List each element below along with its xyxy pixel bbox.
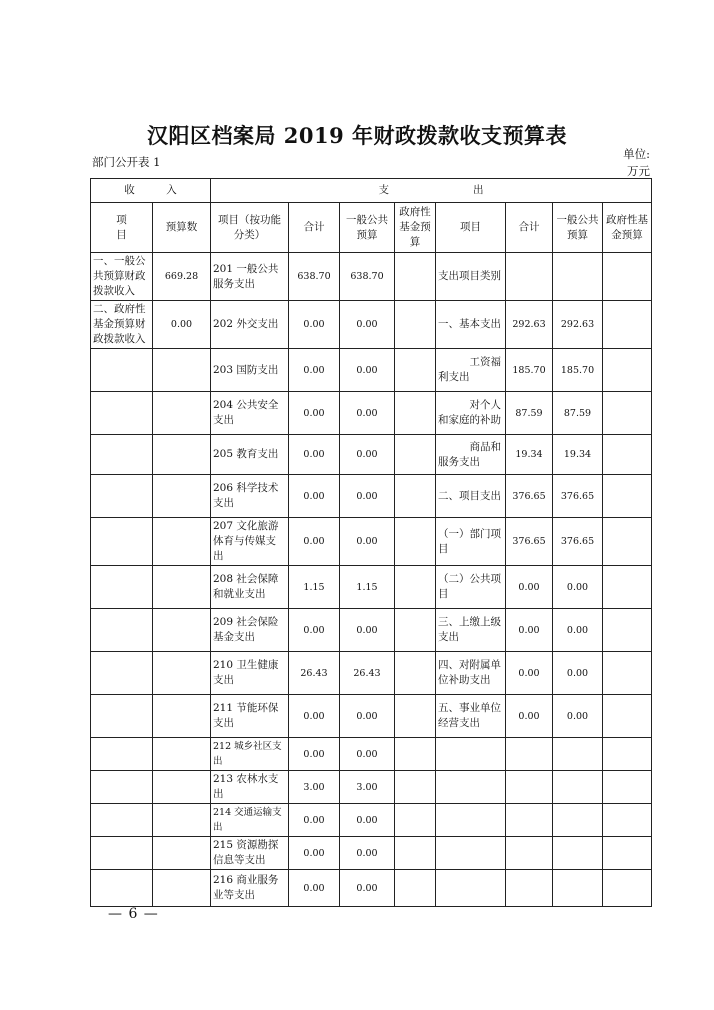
fund-cell <box>395 652 436 695</box>
income-item-cell <box>91 738 153 771</box>
unit-label-line1: 单位: <box>623 147 650 161</box>
income-item-cell <box>91 435 153 475</box>
fund-cell <box>395 253 436 301</box>
income-value-cell: 0.00 <box>153 301 211 349</box>
income-value-cell <box>153 435 211 475</box>
total-cell: 0.00 <box>289 435 340 475</box>
income-item-cell <box>91 804 153 837</box>
income-item-cell <box>91 518 153 566</box>
income-item-cell <box>91 870 153 907</box>
general-cell: 0.00 <box>340 392 395 435</box>
expense-item-cell: 工资福利支出 <box>436 349 506 392</box>
table-row <box>91 435 652 475</box>
expense-general-cell: 376.65 <box>553 518 603 566</box>
income-value-cell <box>153 771 211 804</box>
general-cell: 0.00 <box>340 349 395 392</box>
income-value-cell <box>153 695 211 738</box>
general-cell: 0.00 <box>340 435 395 475</box>
income-value-cell <box>153 518 211 566</box>
expense-total-cell <box>506 837 553 870</box>
func-item-cell: 214 交通运输支出 <box>211 804 289 837</box>
income-item-cell <box>91 349 153 392</box>
expense-total-cell <box>506 804 553 837</box>
expense-fund-cell <box>603 771 652 804</box>
income-value-cell <box>153 738 211 771</box>
income-value-cell <box>153 804 211 837</box>
expense-item-cell <box>436 870 506 907</box>
total-cell: 0.00 <box>289 837 340 870</box>
income-value-cell <box>153 609 211 652</box>
income-item-cell <box>91 652 153 695</box>
func-item-cell: 207 文化旅游体育与传媒支出 <box>211 518 289 566</box>
expense-fund-cell <box>603 804 652 837</box>
col-total-header: 合计 <box>289 203 340 253</box>
expense-total-cell: 376.65 <box>506 475 553 518</box>
general-cell: 26.43 <box>340 652 395 695</box>
total-cell: 1.15 <box>289 566 340 609</box>
expense-item-cell: 五、事业单位经营支出 <box>436 695 506 738</box>
expense-total-cell: 19.34 <box>506 435 553 475</box>
expense-fund-cell <box>603 837 652 870</box>
general-cell: 0.00 <box>340 870 395 907</box>
col-item-header: 项 目 <box>91 203 153 253</box>
func-item-cell: 203 国防支出 <box>211 349 289 392</box>
income-item-cell <box>91 609 153 652</box>
general-cell: 0.00 <box>340 301 395 349</box>
table-row <box>91 652 652 695</box>
table-row <box>91 253 652 301</box>
func-item-cell: 204 公共安全支出 <box>211 392 289 435</box>
col-fund2-header: 政府性基金预算 <box>603 203 652 253</box>
total-cell: 0.00 <box>289 518 340 566</box>
page-number: — 6 — <box>108 906 159 922</box>
table-row <box>91 609 652 652</box>
expense-fund-cell <box>603 518 652 566</box>
general-cell: 0.00 <box>340 837 395 870</box>
expense-total-cell <box>506 771 553 804</box>
general-cell: 638.70 <box>340 253 395 301</box>
expense-total-cell: 0.00 <box>506 695 553 738</box>
col-general-header: 一般公共预算 <box>340 203 395 253</box>
col-fund-header: 政府性基金预算 <box>395 203 436 253</box>
expense-item-cell: 四、对附属单位补助支出 <box>436 652 506 695</box>
income-item-cell <box>91 475 153 518</box>
income-value-cell <box>153 837 211 870</box>
header-row-1 <box>91 179 652 203</box>
func-item-cell: 216 商业服务业等支出 <box>211 870 289 907</box>
fund-cell <box>395 771 436 804</box>
income-item-cell <box>91 566 153 609</box>
expense-general-cell: 87.59 <box>553 392 603 435</box>
func-item-cell: 208 社会保障和就业支出 <box>211 566 289 609</box>
total-cell: 0.00 <box>289 475 340 518</box>
income-item-cell: 一、一般公共预算财政拨款收入 <box>91 253 153 301</box>
general-cell: 0.00 <box>340 475 395 518</box>
expense-fund-cell <box>603 301 652 349</box>
total-cell: 0.00 <box>289 804 340 837</box>
expense-item-cell: （二）公共项目 <box>436 566 506 609</box>
fund-cell <box>395 349 436 392</box>
table-row <box>91 804 652 837</box>
func-item-cell: 215 资源勘探信息等支出 <box>211 837 289 870</box>
expense-item-cell <box>436 738 506 771</box>
expense-item-cell: 支出项目类别 <box>436 253 506 301</box>
expense-fund-cell <box>603 695 652 738</box>
income-value-cell <box>153 392 211 435</box>
table-label: 部门公开表 1 <box>92 155 161 169</box>
expense-fund-cell <box>603 566 652 609</box>
expense-general-cell: 376.65 <box>553 475 603 518</box>
table-row <box>91 301 652 349</box>
func-item-cell: 202 外交支出 <box>211 301 289 349</box>
total-cell: 0.00 <box>289 301 340 349</box>
expense-general-cell <box>553 771 603 804</box>
expense-fund-cell <box>603 349 652 392</box>
fund-cell <box>395 609 436 652</box>
income-item-cell: 二、政府性基金预算财政拨款收入 <box>91 301 153 349</box>
expense-header: 支 出 <box>211 179 652 203</box>
income-value-cell <box>153 349 211 392</box>
fund-cell <box>395 475 436 518</box>
income-value-cell <box>153 566 211 609</box>
expense-total-cell <box>506 738 553 771</box>
table-row <box>91 870 652 907</box>
expense-item-cell <box>436 804 506 837</box>
expense-item-cell: 商品和服务支出 <box>436 435 506 475</box>
fund-cell <box>395 837 436 870</box>
col-general2-header: 一般公共预算 <box>553 203 603 253</box>
func-item-cell: 205 教育支出 <box>211 435 289 475</box>
table-body <box>91 253 652 907</box>
total-cell: 0.00 <box>289 349 340 392</box>
general-cell: 1.15 <box>340 566 395 609</box>
expense-fund-cell <box>603 392 652 435</box>
income-header: 收 入 <box>91 179 211 203</box>
expense-general-cell: 185.70 <box>553 349 603 392</box>
general-cell: 0.00 <box>340 609 395 652</box>
table-row <box>91 475 652 518</box>
table-row <box>91 771 652 804</box>
total-cell: 0.00 <box>289 695 340 738</box>
general-cell: 0.00 <box>340 695 395 738</box>
func-item-cell: 210 卫生健康支出 <box>211 652 289 695</box>
table-row <box>91 837 652 870</box>
expense-item-cell: （一）部门项目 <box>436 518 506 566</box>
expense-general-cell <box>553 870 603 907</box>
col-item2-header: 项目 <box>436 203 506 253</box>
expense-total-cell: 0.00 <box>506 609 553 652</box>
total-cell: 3.00 <box>289 771 340 804</box>
table-row <box>91 349 652 392</box>
income-item-cell <box>91 695 153 738</box>
func-item-cell: 212 城乡社区支出 <box>211 738 289 771</box>
fund-cell <box>395 301 436 349</box>
fund-cell <box>395 566 436 609</box>
col-func-item-header: 项目（按功能分类） <box>211 203 289 253</box>
fund-cell <box>395 804 436 837</box>
fund-cell <box>395 695 436 738</box>
table-row <box>91 392 652 435</box>
expense-fund-cell <box>603 870 652 907</box>
expense-fund-cell <box>603 738 652 771</box>
expense-fund-cell <box>603 475 652 518</box>
col-budget-header: 预算数 <box>153 203 211 253</box>
fund-cell <box>395 870 436 907</box>
table-row <box>91 566 652 609</box>
expense-general-cell: 292.63 <box>553 301 603 349</box>
expense-general-cell: 0.00 <box>553 695 603 738</box>
income-item-cell <box>91 837 153 870</box>
unit-label-line2: 万元 <box>627 164 650 178</box>
header-row-2 <box>91 203 652 253</box>
expense-total-cell: 292.63 <box>506 301 553 349</box>
expense-fund-cell <box>603 253 652 301</box>
table-row <box>91 695 652 738</box>
table-row <box>91 738 652 771</box>
general-cell: 0.00 <box>340 804 395 837</box>
expense-general-cell <box>553 804 603 837</box>
total-cell: 638.70 <box>289 253 340 301</box>
total-cell: 0.00 <box>289 609 340 652</box>
expense-item-cell: 二、项目支出 <box>436 475 506 518</box>
expense-total-cell: 185.70 <box>506 349 553 392</box>
total-cell: 0.00 <box>289 392 340 435</box>
income-value-cell: 669.28 <box>153 253 211 301</box>
general-cell: 0.00 <box>340 738 395 771</box>
expense-item-cell: 对个人和家庭的补助 <box>436 392 506 435</box>
fund-cell <box>395 435 436 475</box>
func-item-cell: 209 社会保险基金支出 <box>211 609 289 652</box>
func-item-cell: 206 科学技术支出 <box>211 475 289 518</box>
total-cell: 0.00 <box>289 738 340 771</box>
income-value-cell <box>153 870 211 907</box>
expense-fund-cell <box>603 609 652 652</box>
expense-general-cell: 19.34 <box>553 435 603 475</box>
func-item-cell: 201 一般公共服务支出 <box>211 253 289 301</box>
expense-total-cell: 87.59 <box>506 392 553 435</box>
expense-fund-cell <box>603 435 652 475</box>
expense-total-cell: 0.00 <box>506 652 553 695</box>
general-cell: 0.00 <box>340 518 395 566</box>
fund-cell <box>395 392 436 435</box>
income-item-cell <box>91 392 153 435</box>
unit-label <box>623 146 650 180</box>
expense-total-cell <box>506 870 553 907</box>
fund-cell <box>395 738 436 771</box>
budget-table <box>90 178 652 907</box>
expense-fund-cell <box>603 652 652 695</box>
expense-general-cell <box>553 253 603 301</box>
expense-general-cell: 0.00 <box>553 566 603 609</box>
func-item-cell: 211 节能环保支出 <box>211 695 289 738</box>
expense-item-cell: 三、上缴上级支出 <box>436 609 506 652</box>
expense-total-cell <box>506 253 553 301</box>
expense-general-cell <box>553 738 603 771</box>
expense-general-cell <box>553 837 603 870</box>
expense-general-cell: 0.00 <box>553 652 603 695</box>
table-row <box>91 518 652 566</box>
expense-total-cell: 376.65 <box>506 518 553 566</box>
fund-cell <box>395 518 436 566</box>
expense-item-cell <box>436 837 506 870</box>
income-value-cell <box>153 652 211 695</box>
total-cell: 26.43 <box>289 652 340 695</box>
income-value-cell <box>153 475 211 518</box>
expense-general-cell: 0.00 <box>553 609 603 652</box>
expense-item-cell: 一、基本支出 <box>436 301 506 349</box>
expense-total-cell: 0.00 <box>506 566 553 609</box>
expense-item-cell <box>436 771 506 804</box>
total-cell: 0.00 <box>289 870 340 907</box>
page-title: 汉阳区档案局 2019 年财政拨款收支预算表 <box>146 123 568 148</box>
col-total2-header: 合计 <box>506 203 553 253</box>
func-item-cell: 213 农林水支出 <box>211 771 289 804</box>
income-item-cell <box>91 771 153 804</box>
general-cell: 3.00 <box>340 771 395 804</box>
